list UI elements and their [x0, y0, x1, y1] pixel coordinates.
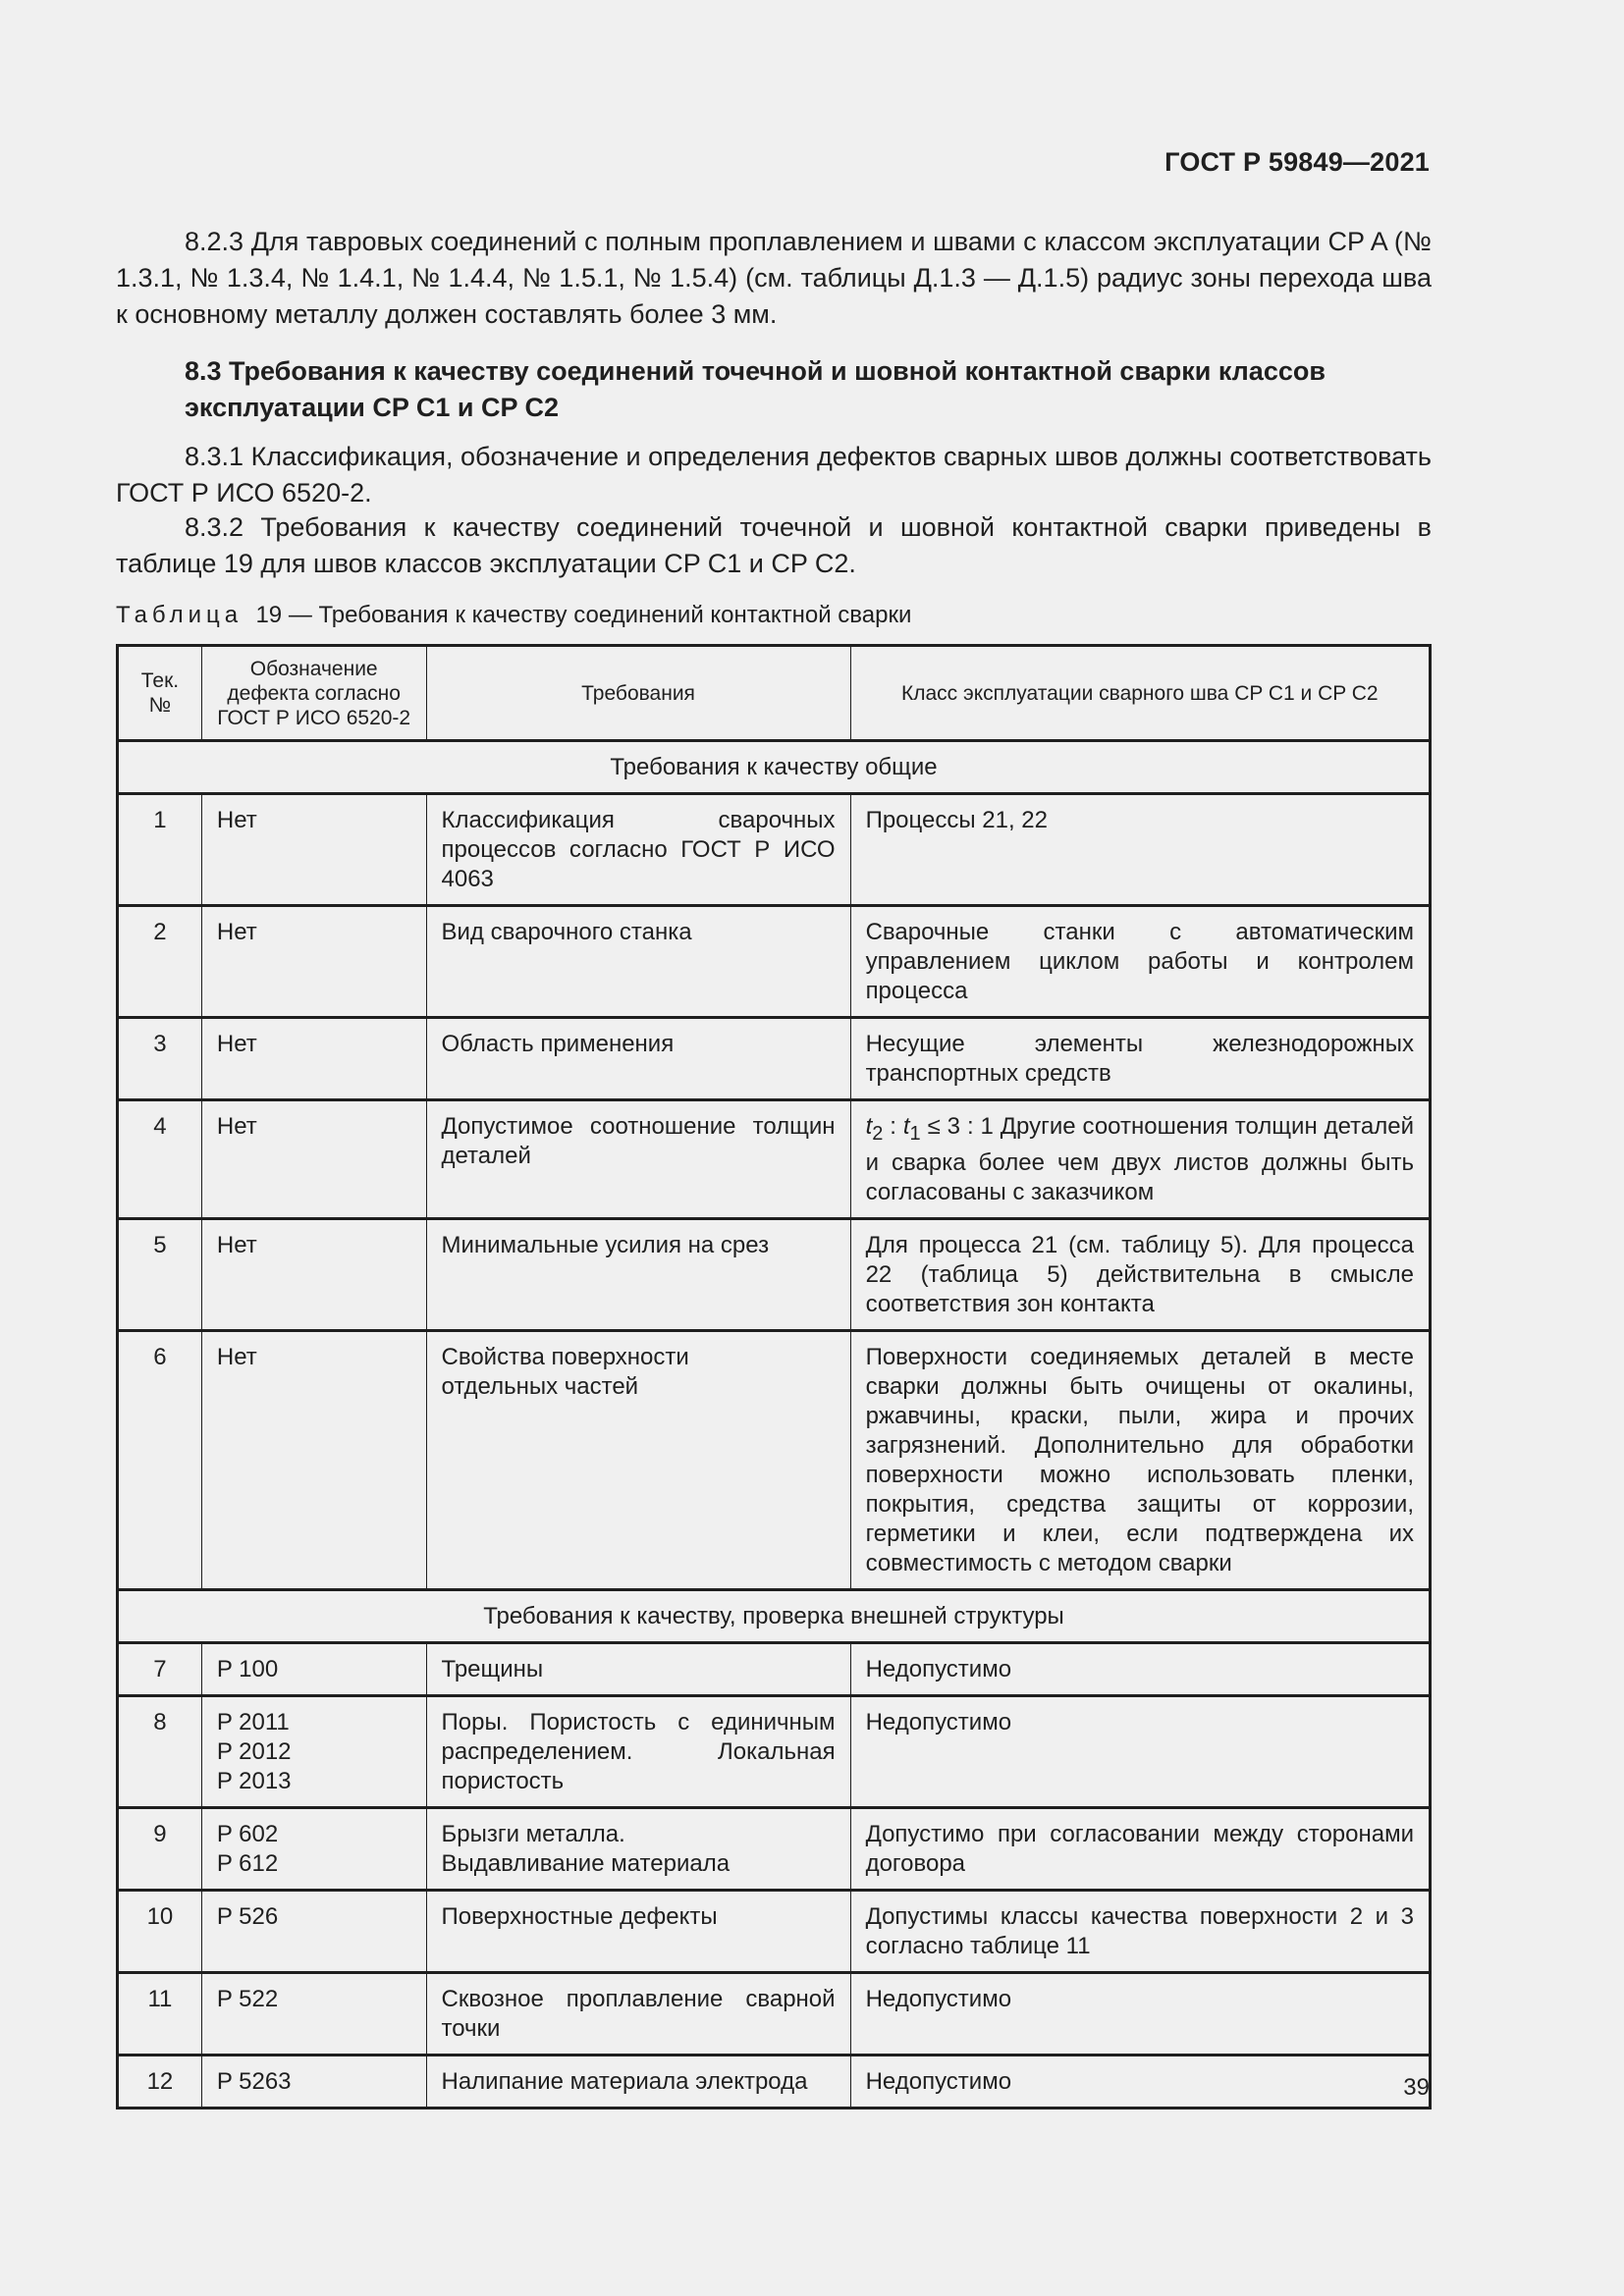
section-row-external — [118, 1589, 1431, 1642]
row-num: 4 — [118, 1100, 202, 1219]
row-designation: P 526 — [201, 1890, 426, 1972]
row-class: Недопустимо — [850, 1695, 1430, 1807]
subscript: 2 — [872, 1122, 884, 1145]
row-num: 12 — [118, 2055, 202, 2108]
table-row — [118, 906, 1431, 1018]
row-num: 11 — [118, 1972, 202, 2055]
row-designation: P 2011 P 2012 P 2013 — [201, 1695, 426, 1807]
row-designation: Нет — [201, 1100, 426, 1219]
row-num: 2 — [118, 906, 202, 1018]
requirements-table — [116, 644, 1432, 2109]
table-row — [118, 2055, 1431, 2108]
row-requirement: Трещины — [426, 1642, 850, 1695]
row-num: 8 — [118, 1695, 202, 1807]
row-requirement: Минимальные усилия на срез — [426, 1218, 850, 1330]
row-designation: Нет — [201, 906, 426, 1018]
row-requirement: Свойства поверхности отдельных частей — [426, 1330, 850, 1589]
row-requirement: Область применения — [426, 1018, 850, 1100]
row-class: Недопустимо — [850, 1642, 1430, 1695]
row-designation: Нет — [201, 1218, 426, 1330]
row-designation: Нет — [201, 1018, 426, 1100]
document-code: ГОСТ Р 59849—2021 — [1164, 147, 1430, 177]
ratio-colon: : — [883, 1113, 903, 1140]
header-requirement: Требования — [426, 646, 850, 741]
section-label: Требования к качеству, проверка внешней структуры — [118, 1589, 1431, 1642]
row-requirement: Допустимое соотношение толщин деталей — [426, 1100, 850, 1219]
row-class: Процессы 21, 22 — [850, 794, 1430, 906]
row-class: Поверхности соединяемых деталей в месте сварки должны быть очищены от окалины, ржавчины, краски, пыли, жира и прочих загрязнений. Дополнительно для обработки поверхности можно использовать пленки, покрытия, средства защиты от коррозии, герметики и клеи, если подтверждена их совместимость с методом сварки — [850, 1330, 1430, 1589]
table-row — [118, 1807, 1431, 1890]
paragraph-8-2-3: 8.2.3 Для тавровых соединений с полным проплавлением и швами с классом эксплуатации CP A (№ 1.3.1, № 1.3.4, № 1.4.1, № 1.4.4, № 1.5.1, № 1.5.4) (см. таблицы Д.1.3 — Д.1.5) радиус зоны перехода шва к основному металлу должен составлять более 3 мм. — [116, 227, 1432, 329]
row-designation: P 5263 — [201, 2055, 426, 2108]
row-requirement: Поверхностные дефекты — [426, 1890, 850, 1972]
table-row — [118, 1218, 1431, 1330]
thickness-symbol: t — [902, 1113, 910, 1140]
thickness-symbol: t — [865, 1113, 873, 1140]
row-requirement: Брызги металла. Выдавливание материала — [426, 1807, 850, 1890]
row-class: Недопустимо — [850, 2055, 1430, 2108]
table-row — [118, 1100, 1431, 1219]
paragraph-8-3-2: 8.3.2 Требования к качеству соединений точечной и шовной контактной сварки приведены в таблице 19 для швов классов эксплуатации CP C1 и CP C2. — [116, 512, 1432, 578]
table-row — [118, 1018, 1431, 1100]
row-class: Допустимо при согласовании между сторонами договора — [850, 1807, 1430, 1890]
table-row — [118, 1972, 1431, 2055]
table-caption: Таблица 19 — Требования к качеству соединений контактной сварки — [116, 602, 912, 628]
row-requirement: Сквозное проплавление сварной точки — [426, 1972, 850, 2055]
section-row-general — [118, 741, 1431, 794]
table-row — [118, 1890, 1431, 1972]
row-num: 1 — [118, 794, 202, 906]
row-num: 10 — [118, 1890, 202, 1972]
row-num: 3 — [118, 1018, 202, 1100]
row-class: Сварочные станки с автоматическим управлением циклом работы и контролем процесса — [850, 906, 1430, 1018]
paragraph-8-3-1: 8.3.1 Классификация, обозначение и определения дефектов сварных швов должны соответствовать ГОСТ Р ИСО 6520-2. — [116, 442, 1432, 507]
row-class: Допустимы классы качества поверхности 2 и 3 согласно таблице 11 — [850, 1890, 1430, 1972]
row-designation: P 100 — [201, 1642, 426, 1695]
row-class: Несущие элементы железнодорожных транспортных средств — [850, 1018, 1430, 1100]
header-class: Класс эксплуатации сварного шва CP C1 и CP C2 — [850, 646, 1430, 741]
section-heading-8-3: 8.3 Требования к качеству соединений точечной и шовной контактной сварки классов эксплуатации CP C1 и CP C2 — [185, 356, 1326, 422]
row-designation: Нет — [201, 1330, 426, 1589]
table-header-row — [118, 646, 1431, 741]
row-designation: Нет — [201, 794, 426, 906]
row-requirement: Налипание материала электрода — [426, 2055, 850, 2108]
row-class: Для процесса 21 (см. таблицу 5). Для процесса 22 (таблица 5) действительна в смысле соответствия зон контакта — [850, 1218, 1430, 1330]
table-row — [118, 794, 1431, 906]
header-num: Тек. № — [118, 646, 202, 741]
row-num: 6 — [118, 1330, 202, 1589]
table-row — [118, 1695, 1431, 1807]
subscript: 1 — [909, 1122, 921, 1145]
row-class — [850, 1100, 1430, 1219]
ratio-text: ≤ 3 : 1 Другие соотношения толщин деталей и сварка более чем двух листов должны быть согласованы с заказчиком — [865, 1113, 1415, 1205]
header-designation: Обозначение дефекта согласно ГОСТ Р ИСО 6520-2 — [201, 646, 426, 741]
page-number: 39 — [1403, 2074, 1430, 2101]
row-num: 9 — [118, 1807, 202, 1890]
row-class: Недопустимо — [850, 1972, 1430, 2055]
row-num: 5 — [118, 1218, 202, 1330]
row-designation: P 602 P 612 — [201, 1807, 426, 1890]
table-row — [118, 1642, 1431, 1695]
row-num: 7 — [118, 1642, 202, 1695]
row-designation: P 522 — [201, 1972, 426, 2055]
table-row — [118, 1330, 1431, 1589]
row-requirement: Вид сварочного станка — [426, 906, 850, 1018]
row-requirement: Поры. Пористость с единичным распределением. Локальная пористость — [426, 1695, 850, 1807]
row-requirement: Классификация сварочных процессов согласно ГОСТ Р ИСО 4063 — [426, 794, 850, 906]
section-label: Требования к качеству общие — [118, 741, 1431, 794]
